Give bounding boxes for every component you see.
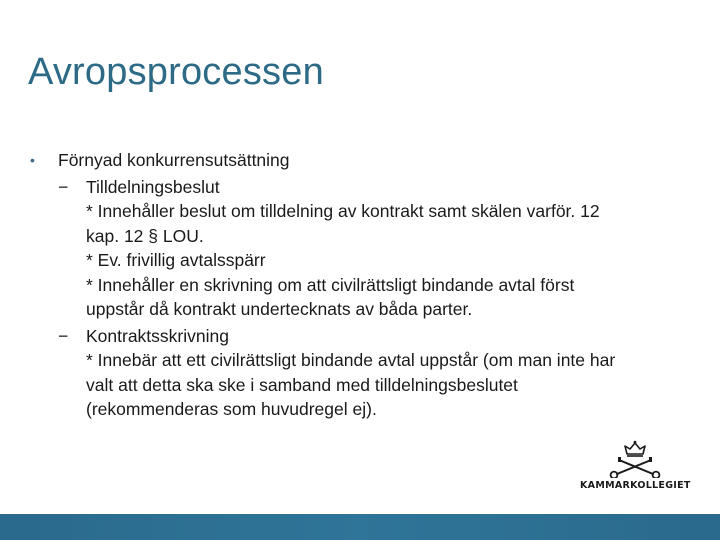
kammarkollegiet-logo (580, 440, 690, 500)
sub-bullet-kontraktsskrivning (58, 324, 696, 422)
bullet-level1 (26, 148, 696, 173)
sub-bullet-heading: Kontraktsskrivning (86, 325, 229, 346)
sub-bullet-line: * Innehåller en skrivning om att civilrättsligt bindande avtal först (86, 274, 575, 295)
sub-bullet-body (86, 175, 696, 322)
crown-keys-icon (605, 440, 665, 478)
sub-bullet-line: kap. 12 § LOU. (86, 225, 204, 246)
bullet-level1-text: Förnyad konkurrensutsättning (58, 150, 290, 170)
logo-text: KAMMARKOLLEGIET (580, 480, 691, 491)
bullet-marker: • (30, 152, 35, 168)
dash-marker: − (58, 176, 69, 197)
sub-bullet-tilldelningsbeslut (58, 175, 696, 322)
sub-bullet-line: uppstår då kontrakt undertecknats av båda parter. (86, 299, 473, 319)
sub-bullet-line: * Innehåller beslut om tilldelning av kontrakt samt skälen varför. 12 (86, 201, 600, 221)
sub-bullet-line: (rekommenderas som huvudregel ej). (86, 399, 377, 419)
sub-bullet-line: * Ev. frivillig avtalsspärr (86, 250, 266, 270)
sub-bullet-line: valt att detta ska ske i samband med tilldelningsbeslutet (86, 374, 518, 395)
sub-bullet-body (86, 324, 696, 422)
slide-title: Avropsprocessen (28, 51, 324, 93)
footer-bar (0, 514, 720, 540)
sub-bullet-heading: Tilldelningsbeslut (86, 176, 220, 197)
sub-bullet-list (58, 175, 696, 422)
slide-content (26, 148, 696, 422)
sub-bullet-line: * Innebär att ett civilrättsligt bindande avtal uppstår (om man inte har (86, 350, 616, 370)
dash-marker: − (58, 325, 69, 346)
